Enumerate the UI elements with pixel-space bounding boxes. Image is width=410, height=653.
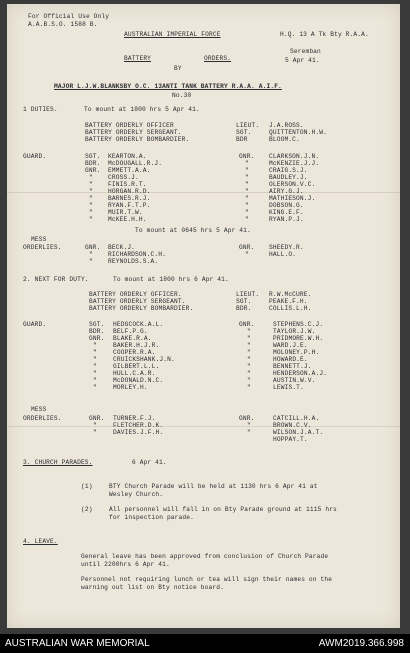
guard-rank: " [245,188,249,195]
guard-rank: " [245,160,249,167]
mess-mount: To mount at 0645 hrs 5 Apr 41. [135,227,251,234]
duty-name: R.W.McCURE. [269,291,312,298]
duty-rank: BDR [236,136,248,143]
guard-rank: " [245,174,249,181]
church-item-text: Wesley Church. [109,491,164,498]
mess-rank: GNR. [239,244,255,251]
date: 5 Apr 41. [285,57,320,64]
church-item-text: All personnel will fall in on Bty Parade ground at 1115 hrs [109,506,337,513]
leave-heading [23,538,58,545]
title-by: BY [174,65,182,72]
guard-rank: SGT. [89,321,105,328]
guard-rank: " [247,356,251,363]
footer-accession-number: AWM2019.366.998 [318,638,404,649]
mess-rank: GNR. [239,415,255,422]
duty-role: BATTERY ORDERLY BOMBARDIER. [85,136,190,143]
duty-role: BATTERY ORDERLY SERGEANT. [85,129,182,136]
guard-rank: " [89,181,93,188]
guard-name: McKENZIE.J.J. [269,160,320,167]
guard-name: LEWIS.T. [273,384,304,391]
church-item-text: for inspection parade. [109,514,194,521]
guard-rank: " [247,377,251,384]
guard-label: GUARD. [23,321,47,328]
guard-rank: SGT. [85,153,101,160]
guard-name: CLARKSON.J.N. [269,153,320,160]
force-title: AUSTRALIAN IMPERIAL FORCE [124,31,221,38]
guard-rank: " [89,216,93,223]
duty-name: J.A.ROSS. [269,122,304,129]
footer-institution: AUSTRALIAN WAR MEMORIAL [5,638,150,649]
guard-name: MOLONEY.P.H. [273,349,320,356]
guard-rank: " [245,167,249,174]
mess-label: MESS [31,406,47,413]
duty-rank: BDR. [236,305,252,312]
guard-name: BLAKE.R.A. [113,335,152,342]
guard-name: WARD.J.E. [273,342,308,349]
guard-name: MORLEY.H. [113,384,148,391]
mess-rank: " [247,429,251,436]
guard-rank: GNR. [239,153,255,160]
next-duty-heading: 2. NEXT FOR DUTY. [23,276,89,283]
guard-rank: " [93,377,97,384]
mess-name: FLETCHER.D.K. [113,422,164,429]
mess-rank: " [89,258,93,265]
guard-rank: " [93,370,97,377]
duty-rank: LIEUT. [236,122,260,129]
church-heading-text: 3. CHURCH PARADES. [23,459,93,466]
mess-name: CATCILL.H.A. [273,415,320,422]
guard-rank: GNR. [239,321,255,328]
commander-line: MAJOR L.J.W.BLANKSBY O.C. 13ANTI TANK BATTERY R.A.A. A.I.F. [54,83,282,90]
guard-name: HEDGCOCK.A.L. [113,321,164,328]
church-heading [23,459,93,466]
church-item-text: BTY Church Parade will be held at 1130 hrs 6 Apr 41 at [109,483,318,490]
guard-rank: " [245,202,249,209]
guard-rank: " [93,342,97,349]
guard-name: MATHIESON.J. [269,195,316,202]
mess-label: ORDERLIES. [23,244,62,251]
leave-heading-text: 4. LEAVE. [23,538,58,545]
guard-name: STEPHENS.C.J. [273,321,324,328]
mess-label: MESS [31,236,47,243]
leave-text: warning out list on Bty notice board. [81,584,224,591]
mess-rank: " [93,422,97,429]
guard-rank: " [93,349,97,356]
guard-rank: " [247,370,251,377]
guard-rank: " [93,384,97,391]
guard-name: HENDERSON.A.J. [273,370,328,377]
duties-heading: 1 DUTIES. [23,106,58,113]
mess-name: HOPPAY.T. [273,436,308,443]
guard-name: COOPER.R.A. [113,349,156,356]
church-item-number: (2) [81,506,93,513]
duty-rank: LIEUT. [236,291,260,298]
guard-name: BENNETT.J. [273,363,312,370]
guard-rank: " [89,209,93,216]
guard-name: TAYLOR.J.W. [273,328,316,335]
mess-label: ORDERLIES. [23,415,62,422]
duties-mount: To mount at 1800 hrs 5 Apr 41. [84,106,200,113]
guard-name: CROSS.J. [108,174,139,181]
guard-rank: GNR. [85,167,101,174]
guard-name: KING.E.F. [269,209,304,216]
guard-name: OLERSON.V.C. [269,181,316,188]
guard-name: MUIR.T.W. [108,209,143,216]
mess-name: REYNOLDS.S.A. [108,258,159,265]
guard-rank: GNR. [89,335,105,342]
guard-rank: " [93,363,97,370]
guard-rank: " [247,328,251,335]
guard-name: BAUDLEY.J. [269,174,308,181]
duty-role: BATTERY ORDERLY OFFICER [85,122,174,129]
next-duty-mount: To mount at 1800 hrs 6 Apr 41. [113,276,229,283]
mess-name: SHEEDY.R. [269,244,304,251]
leave-text: until 2200hrs 6 Apr 41. [81,561,170,568]
duty-role: BATTERY ORDERLY OFFICER. [89,291,182,298]
guard-name: HULL.C.A.R. [113,370,156,377]
guard-label: GUARD. [23,153,47,160]
guard-name: McKEE.H.H. [108,216,147,223]
guard-rank: " [245,195,249,202]
archive-footer [0,634,410,653]
guard-name: PRIDMORE.W.H. [273,335,324,342]
guard-rank: " [245,216,249,223]
duty-rank: SGT. [236,298,252,305]
duty-role: BATTERY ORDERLY BOMBARDIER. [89,305,194,312]
leave-text: General leave has been approved from conclusion of Church Parade [81,553,329,560]
guard-rank: " [247,342,251,349]
mess-rank: " [247,422,251,429]
guard-name: GILBERT.L.L. [113,363,160,370]
guard-name: BARNES.R.J. [108,195,151,202]
guard-name: CRAIG.S.J. [269,167,308,174]
order-number: No.30 [172,92,192,99]
hq-line: H.Q. 13 A Tk Bty R.A.A. [280,31,369,38]
guard-rank: " [89,195,93,202]
official-use-line: For Official Use Only [28,13,110,20]
title-battery: BATTERY [124,55,152,62]
guard-rank: BDR. [89,328,105,335]
guard-rank: " [245,181,249,188]
guard-name: McDONALD.N.C. [113,377,164,384]
guard-rank: " [247,384,251,391]
guard-rank: " [247,363,251,370]
guard-name: HORGAN.R.D. [108,188,151,195]
guard-name: FINIS.R.T. [108,181,147,188]
guard-rank: " [247,349,251,356]
guard-name: BAKER.H.J.R. [113,342,160,349]
guard-rank: " [93,356,97,363]
guard-name: AIRY.G.J. [269,188,304,195]
guard-name: McDOUGALL.R.J. [108,160,163,167]
mess-name: WILSON.J.A.T. [273,429,324,436]
guard-name: RYAN.F.T.P. [108,202,151,209]
guard-name: CRUICKSHANK.J.N. [113,356,175,363]
guard-rank: BDR. [85,160,101,167]
place: Seremban [290,48,321,55]
mess-rank: " [245,251,249,258]
church-date: 6 Apr 41. [132,459,167,466]
guard-rank: " [89,188,93,195]
duty-name: QUITTENTON.H.W. [269,129,327,136]
title-orders: ORDERS. [204,55,232,62]
mess-name: BROWN.C.V. [273,422,312,429]
guard-name: HOWARD.E. [273,356,308,363]
guard-rank: " [89,202,93,209]
mess-name: BECK.J. [108,244,136,251]
guard-rank: " [245,209,249,216]
mess-name: DAVIES.J.F.H. [113,429,164,436]
guard-name: RYAN.P.J. [269,216,304,223]
guard-name: BELF.P.G. [113,328,148,335]
duty-rank: SGT. [236,129,252,136]
document-page [7,4,400,628]
duty-role: BATTERY ORDERLY SERGEANT. [89,298,186,305]
duty-name: COLLIS.L.H. [269,305,312,312]
mess-name: HALL.O. [269,251,297,258]
guard-name: KEARTON.A. [108,153,147,160]
mess-name: TURNER.F.J. [113,415,156,422]
guard-rank: " [247,335,251,342]
mess-rank: GNR. [85,244,101,251]
form-number: A.A.B.S.O. 1588 B. [28,21,98,28]
church-item-number: (1) [81,483,93,490]
mess-rank: " [89,251,93,258]
mess-rank: GNR. [89,415,105,422]
guard-name: DOBSON.G. [269,202,304,209]
guard-name: AUSTIN.W.V. [273,377,316,384]
mess-name: RICHARDSON.C.H. [108,251,166,258]
duty-name: BLOOM.C. [269,136,300,143]
guard-rank: " [89,174,93,181]
leave-text: Personnel not requiring lunch or tea will sign their names on the [81,576,333,583]
duty-name: PEAKE.F.H. [269,298,308,305]
mess-rank: " [93,429,97,436]
guard-name: EMMETT.A.A. [108,167,151,174]
